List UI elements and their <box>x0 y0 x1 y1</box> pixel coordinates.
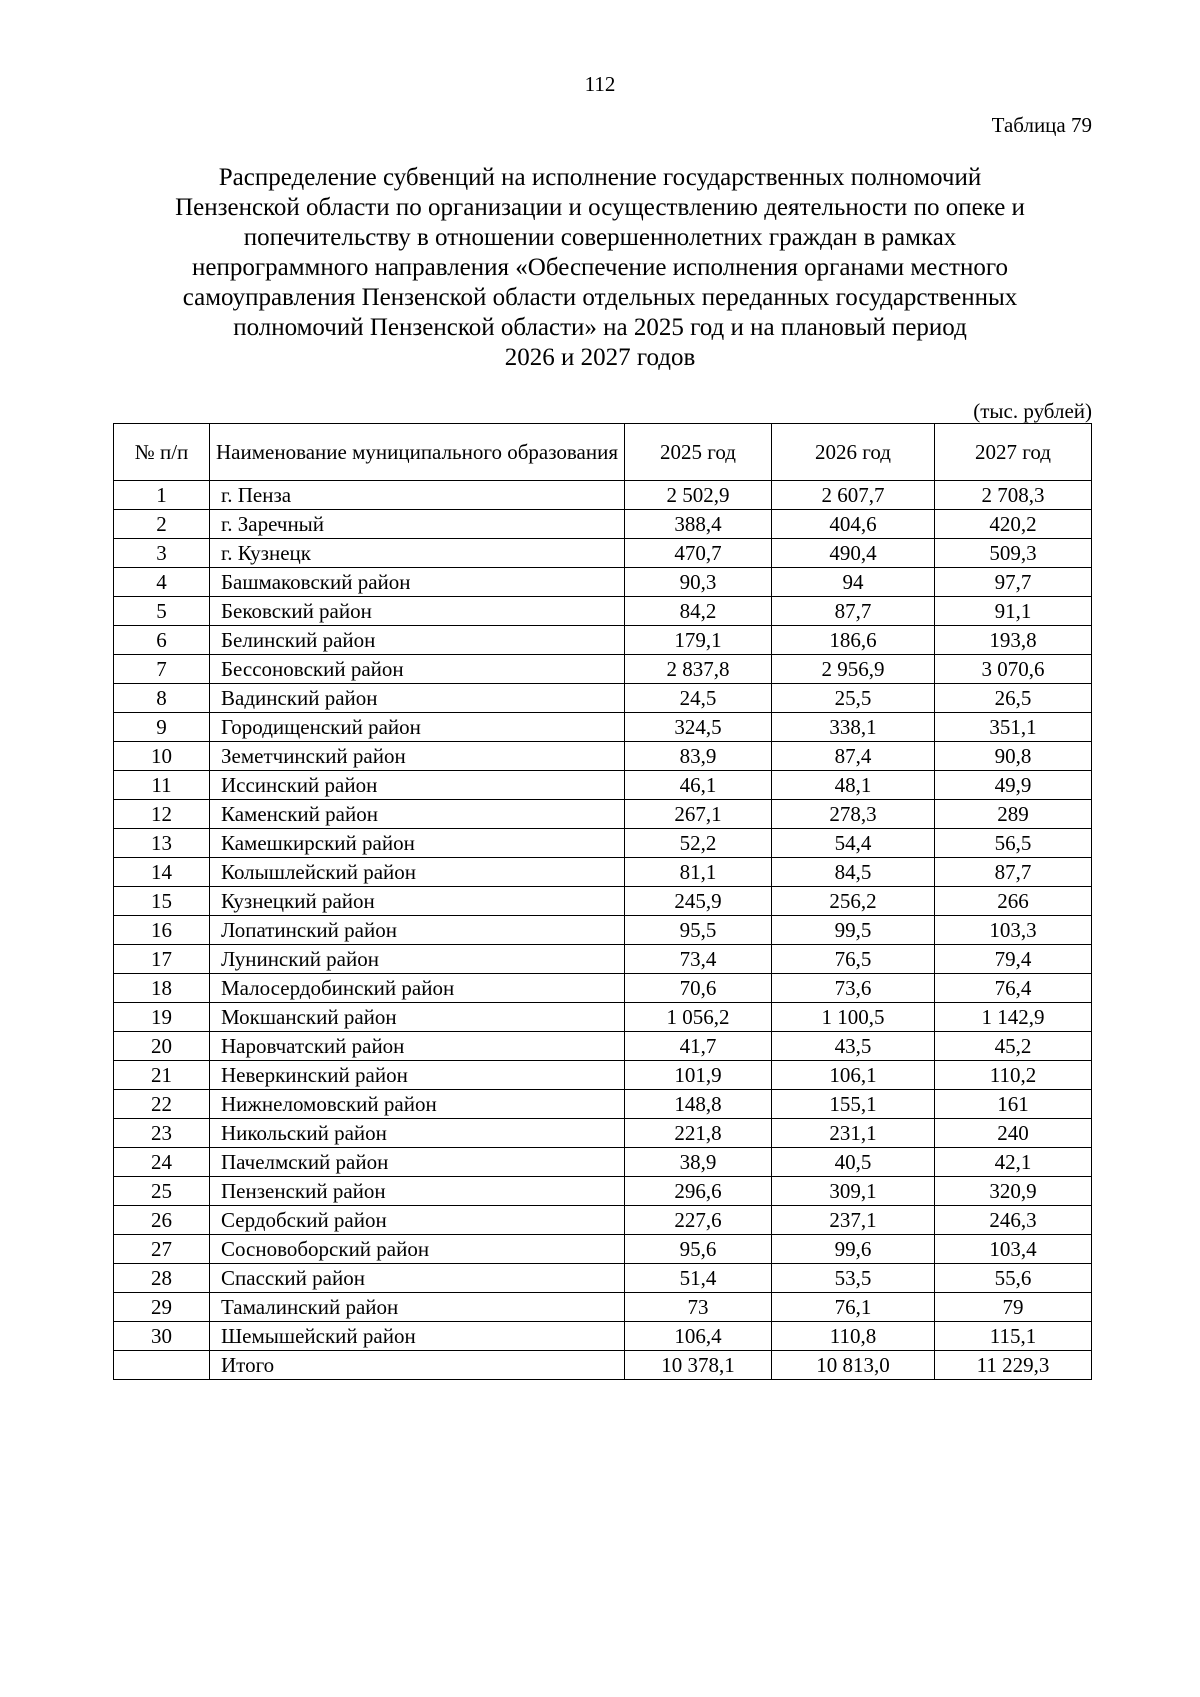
row-number-cell: 2 <box>114 510 210 539</box>
value-2027-cell: 3 070,6 <box>935 655 1092 684</box>
table-row <box>114 684 1092 713</box>
value-2027-cell: 103,3 <box>935 916 1092 945</box>
municipality-cell: Бековский район <box>210 597 625 626</box>
table-header-row <box>114 424 1092 481</box>
value-2025-cell: 245,9 <box>625 887 772 916</box>
value-2027-cell: 246,3 <box>935 1206 1092 1235</box>
header-2026: 2026 год <box>772 424 935 481</box>
table-row <box>114 539 1092 568</box>
value-2027-cell: 55,6 <box>935 1264 1092 1293</box>
value-2026-cell: 53,5 <box>772 1264 935 1293</box>
table-label: Таблица 79 <box>991 113 1092 137</box>
value-2027-cell: 2 708,3 <box>935 481 1092 510</box>
value-2027-cell: 266 <box>935 887 1092 916</box>
table-row <box>114 1177 1092 1206</box>
row-number-cell: 18 <box>114 974 210 1003</box>
subvention-table <box>113 423 1092 1380</box>
document-title <box>110 163 1090 373</box>
row-number-cell: 17 <box>114 945 210 974</box>
value-2025-cell: 221,8 <box>625 1119 772 1148</box>
table-row <box>114 1003 1092 1032</box>
value-2025-cell: 470,7 <box>625 539 772 568</box>
municipality-cell: Пензенский район <box>210 1177 625 1206</box>
value-2026-cell: 2 607,7 <box>772 481 935 510</box>
value-2026-cell: 278,3 <box>772 800 935 829</box>
value-2026-cell: 155,1 <box>772 1090 935 1119</box>
header-municipality: Наименование муниципального образования <box>210 424 625 481</box>
value-2026-cell: 54,4 <box>772 829 935 858</box>
municipality-cell: Бессоновский район <box>210 655 625 684</box>
municipality-cell: Земетчинский район <box>210 742 625 771</box>
table-row <box>114 1090 1092 1119</box>
value-2027-cell: 11 229,3 <box>935 1351 1092 1380</box>
row-number-cell: 23 <box>114 1119 210 1148</box>
table-row <box>114 481 1092 510</box>
value-2025-cell: 106,4 <box>625 1322 772 1351</box>
value-2027-cell: 56,5 <box>935 829 1092 858</box>
value-2026-cell: 237,1 <box>772 1206 935 1235</box>
value-2026-cell: 94 <box>772 568 935 597</box>
row-number-cell: 27 <box>114 1235 210 1264</box>
value-2027-cell: 115,1 <box>935 1322 1092 1351</box>
value-2026-cell: 231,1 <box>772 1119 935 1148</box>
municipality-cell: Никольский район <box>210 1119 625 1148</box>
value-2025-cell: 73,4 <box>625 945 772 974</box>
row-number-cell: 30 <box>114 1322 210 1351</box>
row-number-cell <box>114 1351 210 1380</box>
total-row <box>114 1351 1092 1380</box>
municipality-cell: Пачелмский район <box>210 1148 625 1177</box>
value-2027-cell: 90,8 <box>935 742 1092 771</box>
title-line: Распределение субвенций на исполнение государственных полномочий <box>218 164 982 191</box>
table-row <box>114 1061 1092 1090</box>
table-row <box>114 568 1092 597</box>
row-number-cell: 24 <box>114 1148 210 1177</box>
value-2026-cell: 48,1 <box>772 771 935 800</box>
value-2026-cell: 25,5 <box>772 684 935 713</box>
page-number: 112 <box>584 72 616 96</box>
table-body <box>114 481 1092 1380</box>
value-2026-cell: 404,6 <box>772 510 935 539</box>
value-2026-cell: 76,5 <box>772 945 935 974</box>
value-2027-cell: 79,4 <box>935 945 1092 974</box>
row-number-cell: 1 <box>114 481 210 510</box>
value-2026-cell: 10 813,0 <box>772 1351 935 1380</box>
value-2027-cell: 76,4 <box>935 974 1092 1003</box>
row-number-cell: 3 <box>114 539 210 568</box>
value-2025-cell: 51,4 <box>625 1264 772 1293</box>
value-2027-cell: 240 <box>935 1119 1092 1148</box>
value-2027-cell: 351,1 <box>935 713 1092 742</box>
table-row <box>114 800 1092 829</box>
table-row <box>114 597 1092 626</box>
municipality-cell: Лопатинский район <box>210 916 625 945</box>
table-row <box>114 655 1092 684</box>
row-number-cell: 13 <box>114 829 210 858</box>
row-number-cell: 28 <box>114 1264 210 1293</box>
row-number-cell: 21 <box>114 1061 210 1090</box>
title-line: 2026 и 2027 годов <box>504 344 696 371</box>
value-2027-cell: 97,7 <box>935 568 1092 597</box>
row-number-cell: 12 <box>114 800 210 829</box>
value-2026-cell: 2 956,9 <box>772 655 935 684</box>
row-number-cell: 11 <box>114 771 210 800</box>
table-row <box>114 1322 1092 1351</box>
title-line: попечительству в отношении совершеннолетних граждан в рамках <box>243 224 957 251</box>
table-row <box>114 1032 1092 1061</box>
title-line: Пензенской области по организации и осуществлению деятельности по опеке и <box>175 194 1025 221</box>
value-2026-cell: 110,8 <box>772 1322 935 1351</box>
municipality-cell: г. Кузнецк <box>210 539 625 568</box>
table-row <box>114 1235 1092 1264</box>
units-label: (тыс. рублей) <box>973 399 1092 423</box>
value-2026-cell: 40,5 <box>772 1148 935 1177</box>
table-row <box>114 713 1092 742</box>
value-2025-cell: 101,9 <box>625 1061 772 1090</box>
municipality-cell: Колышлейский район <box>210 858 625 887</box>
municipality-cell: Шемышейский район <box>210 1322 625 1351</box>
row-number-cell: 16 <box>114 916 210 945</box>
municipality-cell: Итого <box>210 1351 625 1380</box>
value-2026-cell: 84,5 <box>772 858 935 887</box>
municipality-cell: Лунинский район <box>210 945 625 974</box>
value-2025-cell: 73 <box>625 1293 772 1322</box>
title-line: самоуправления Пензенской области отдельных переданных государственных <box>182 284 1018 311</box>
municipality-cell: Вадинский район <box>210 684 625 713</box>
title-line: непрограммного направления «Обеспечение исполнения органами местного <box>192 254 1008 281</box>
row-number-cell: 15 <box>114 887 210 916</box>
value-2027-cell: 103,4 <box>935 1235 1092 1264</box>
value-2025-cell: 2 502,9 <box>625 481 772 510</box>
value-2026-cell: 1 100,5 <box>772 1003 935 1032</box>
value-2025-cell: 38,9 <box>625 1148 772 1177</box>
value-2025-cell: 46,1 <box>625 771 772 800</box>
table-row <box>114 858 1092 887</box>
row-number-cell: 25 <box>114 1177 210 1206</box>
value-2027-cell: 289 <box>935 800 1092 829</box>
table-row <box>114 1293 1092 1322</box>
municipality-cell: Белинский район <box>210 626 625 655</box>
municipality-cell: Камешкирский район <box>210 829 625 858</box>
table-row <box>114 887 1092 916</box>
municipality-cell: Городищенский район <box>210 713 625 742</box>
value-2027-cell: 26,5 <box>935 684 1092 713</box>
value-2025-cell: 90,3 <box>625 568 772 597</box>
title-line: полномочий Пензенской области» на 2025 год и на плановый период <box>233 314 967 341</box>
value-2027-cell: 110,2 <box>935 1061 1092 1090</box>
value-2027-cell: 509,3 <box>935 539 1092 568</box>
municipality-cell: Сосновоборский район <box>210 1235 625 1264</box>
value-2025-cell: 148,8 <box>625 1090 772 1119</box>
value-2026-cell: 43,5 <box>772 1032 935 1061</box>
table-row <box>114 916 1092 945</box>
value-2026-cell: 87,4 <box>772 742 935 771</box>
value-2026-cell: 99,5 <box>772 916 935 945</box>
row-number-cell: 20 <box>114 1032 210 1061</box>
table-row <box>114 1206 1092 1235</box>
value-2027-cell: 42,1 <box>935 1148 1092 1177</box>
value-2026-cell: 106,1 <box>772 1061 935 1090</box>
value-2026-cell: 76,1 <box>772 1293 935 1322</box>
value-2025-cell: 95,5 <box>625 916 772 945</box>
value-2026-cell: 87,7 <box>772 597 935 626</box>
row-number-cell: 14 <box>114 858 210 887</box>
value-2025-cell: 267,1 <box>625 800 772 829</box>
value-2026-cell: 186,6 <box>772 626 935 655</box>
value-2025-cell: 81,1 <box>625 858 772 887</box>
table-row <box>114 510 1092 539</box>
row-number-cell: 29 <box>114 1293 210 1322</box>
table-row <box>114 626 1092 655</box>
value-2027-cell: 87,7 <box>935 858 1092 887</box>
value-2027-cell: 193,8 <box>935 626 1092 655</box>
municipality-cell: Тамалинский район <box>210 1293 625 1322</box>
municipality-cell: Наровчатский район <box>210 1032 625 1061</box>
table-row <box>114 945 1092 974</box>
value-2025-cell: 324,5 <box>625 713 772 742</box>
row-number-cell: 4 <box>114 568 210 597</box>
value-2027-cell: 79 <box>935 1293 1092 1322</box>
value-2025-cell: 10 378,1 <box>625 1351 772 1380</box>
value-2025-cell: 70,6 <box>625 974 772 1003</box>
value-2025-cell: 83,9 <box>625 742 772 771</box>
value-2025-cell: 388,4 <box>625 510 772 539</box>
value-2026-cell: 99,6 <box>772 1235 935 1264</box>
value-2026-cell: 256,2 <box>772 887 935 916</box>
table-row <box>114 829 1092 858</box>
header-2025: 2025 год <box>625 424 772 481</box>
value-2025-cell: 296,6 <box>625 1177 772 1206</box>
row-number-cell: 10 <box>114 742 210 771</box>
municipality-cell: Башмаковский район <box>210 568 625 597</box>
municipality-cell: Нижнеломовский район <box>210 1090 625 1119</box>
value-2025-cell: 95,6 <box>625 1235 772 1264</box>
municipality-cell: г. Заречный <box>210 510 625 539</box>
municipality-cell: Спасский район <box>210 1264 625 1293</box>
value-2025-cell: 41,7 <box>625 1032 772 1061</box>
municipality-cell: Иссинский район <box>210 771 625 800</box>
row-number-cell: 5 <box>114 597 210 626</box>
table-row <box>114 1264 1092 1293</box>
value-2027-cell: 161 <box>935 1090 1092 1119</box>
value-2025-cell: 24,5 <box>625 684 772 713</box>
table-row <box>114 1148 1092 1177</box>
municipality-cell: Неверкинский район <box>210 1061 625 1090</box>
value-2025-cell: 227,6 <box>625 1206 772 1235</box>
row-number-cell: 19 <box>114 1003 210 1032</box>
value-2026-cell: 73,6 <box>772 974 935 1003</box>
municipality-cell: Каменский район <box>210 800 625 829</box>
row-number-cell: 26 <box>114 1206 210 1235</box>
table-row <box>114 771 1092 800</box>
value-2027-cell: 1 142,9 <box>935 1003 1092 1032</box>
value-2025-cell: 84,2 <box>625 597 772 626</box>
table-row <box>114 1119 1092 1148</box>
row-number-cell: 8 <box>114 684 210 713</box>
value-2025-cell: 2 837,8 <box>625 655 772 684</box>
municipality-cell: Мокшанский район <box>210 1003 625 1032</box>
value-2026-cell: 338,1 <box>772 713 935 742</box>
value-2027-cell: 420,2 <box>935 510 1092 539</box>
value-2025-cell: 1 056,2 <box>625 1003 772 1032</box>
municipality-cell: Малосердобинский район <box>210 974 625 1003</box>
value-2025-cell: 52,2 <box>625 829 772 858</box>
value-2025-cell: 179,1 <box>625 626 772 655</box>
municipality-cell: Сердобский район <box>210 1206 625 1235</box>
row-number-cell: 22 <box>114 1090 210 1119</box>
value-2026-cell: 490,4 <box>772 539 935 568</box>
municipality-cell: г. Пенза <box>210 481 625 510</box>
value-2026-cell: 309,1 <box>772 1177 935 1206</box>
value-2027-cell: 45,2 <box>935 1032 1092 1061</box>
value-2027-cell: 49,9 <box>935 771 1092 800</box>
header-2027: 2027 год <box>935 424 1092 481</box>
municipality-cell: Кузнецкий район <box>210 887 625 916</box>
header-number: № п/п <box>114 424 210 481</box>
table-row <box>114 974 1092 1003</box>
row-number-cell: 6 <box>114 626 210 655</box>
value-2027-cell: 320,9 <box>935 1177 1092 1206</box>
value-2027-cell: 91,1 <box>935 597 1092 626</box>
row-number-cell: 9 <box>114 713 210 742</box>
table-row <box>114 742 1092 771</box>
row-number-cell: 7 <box>114 655 210 684</box>
